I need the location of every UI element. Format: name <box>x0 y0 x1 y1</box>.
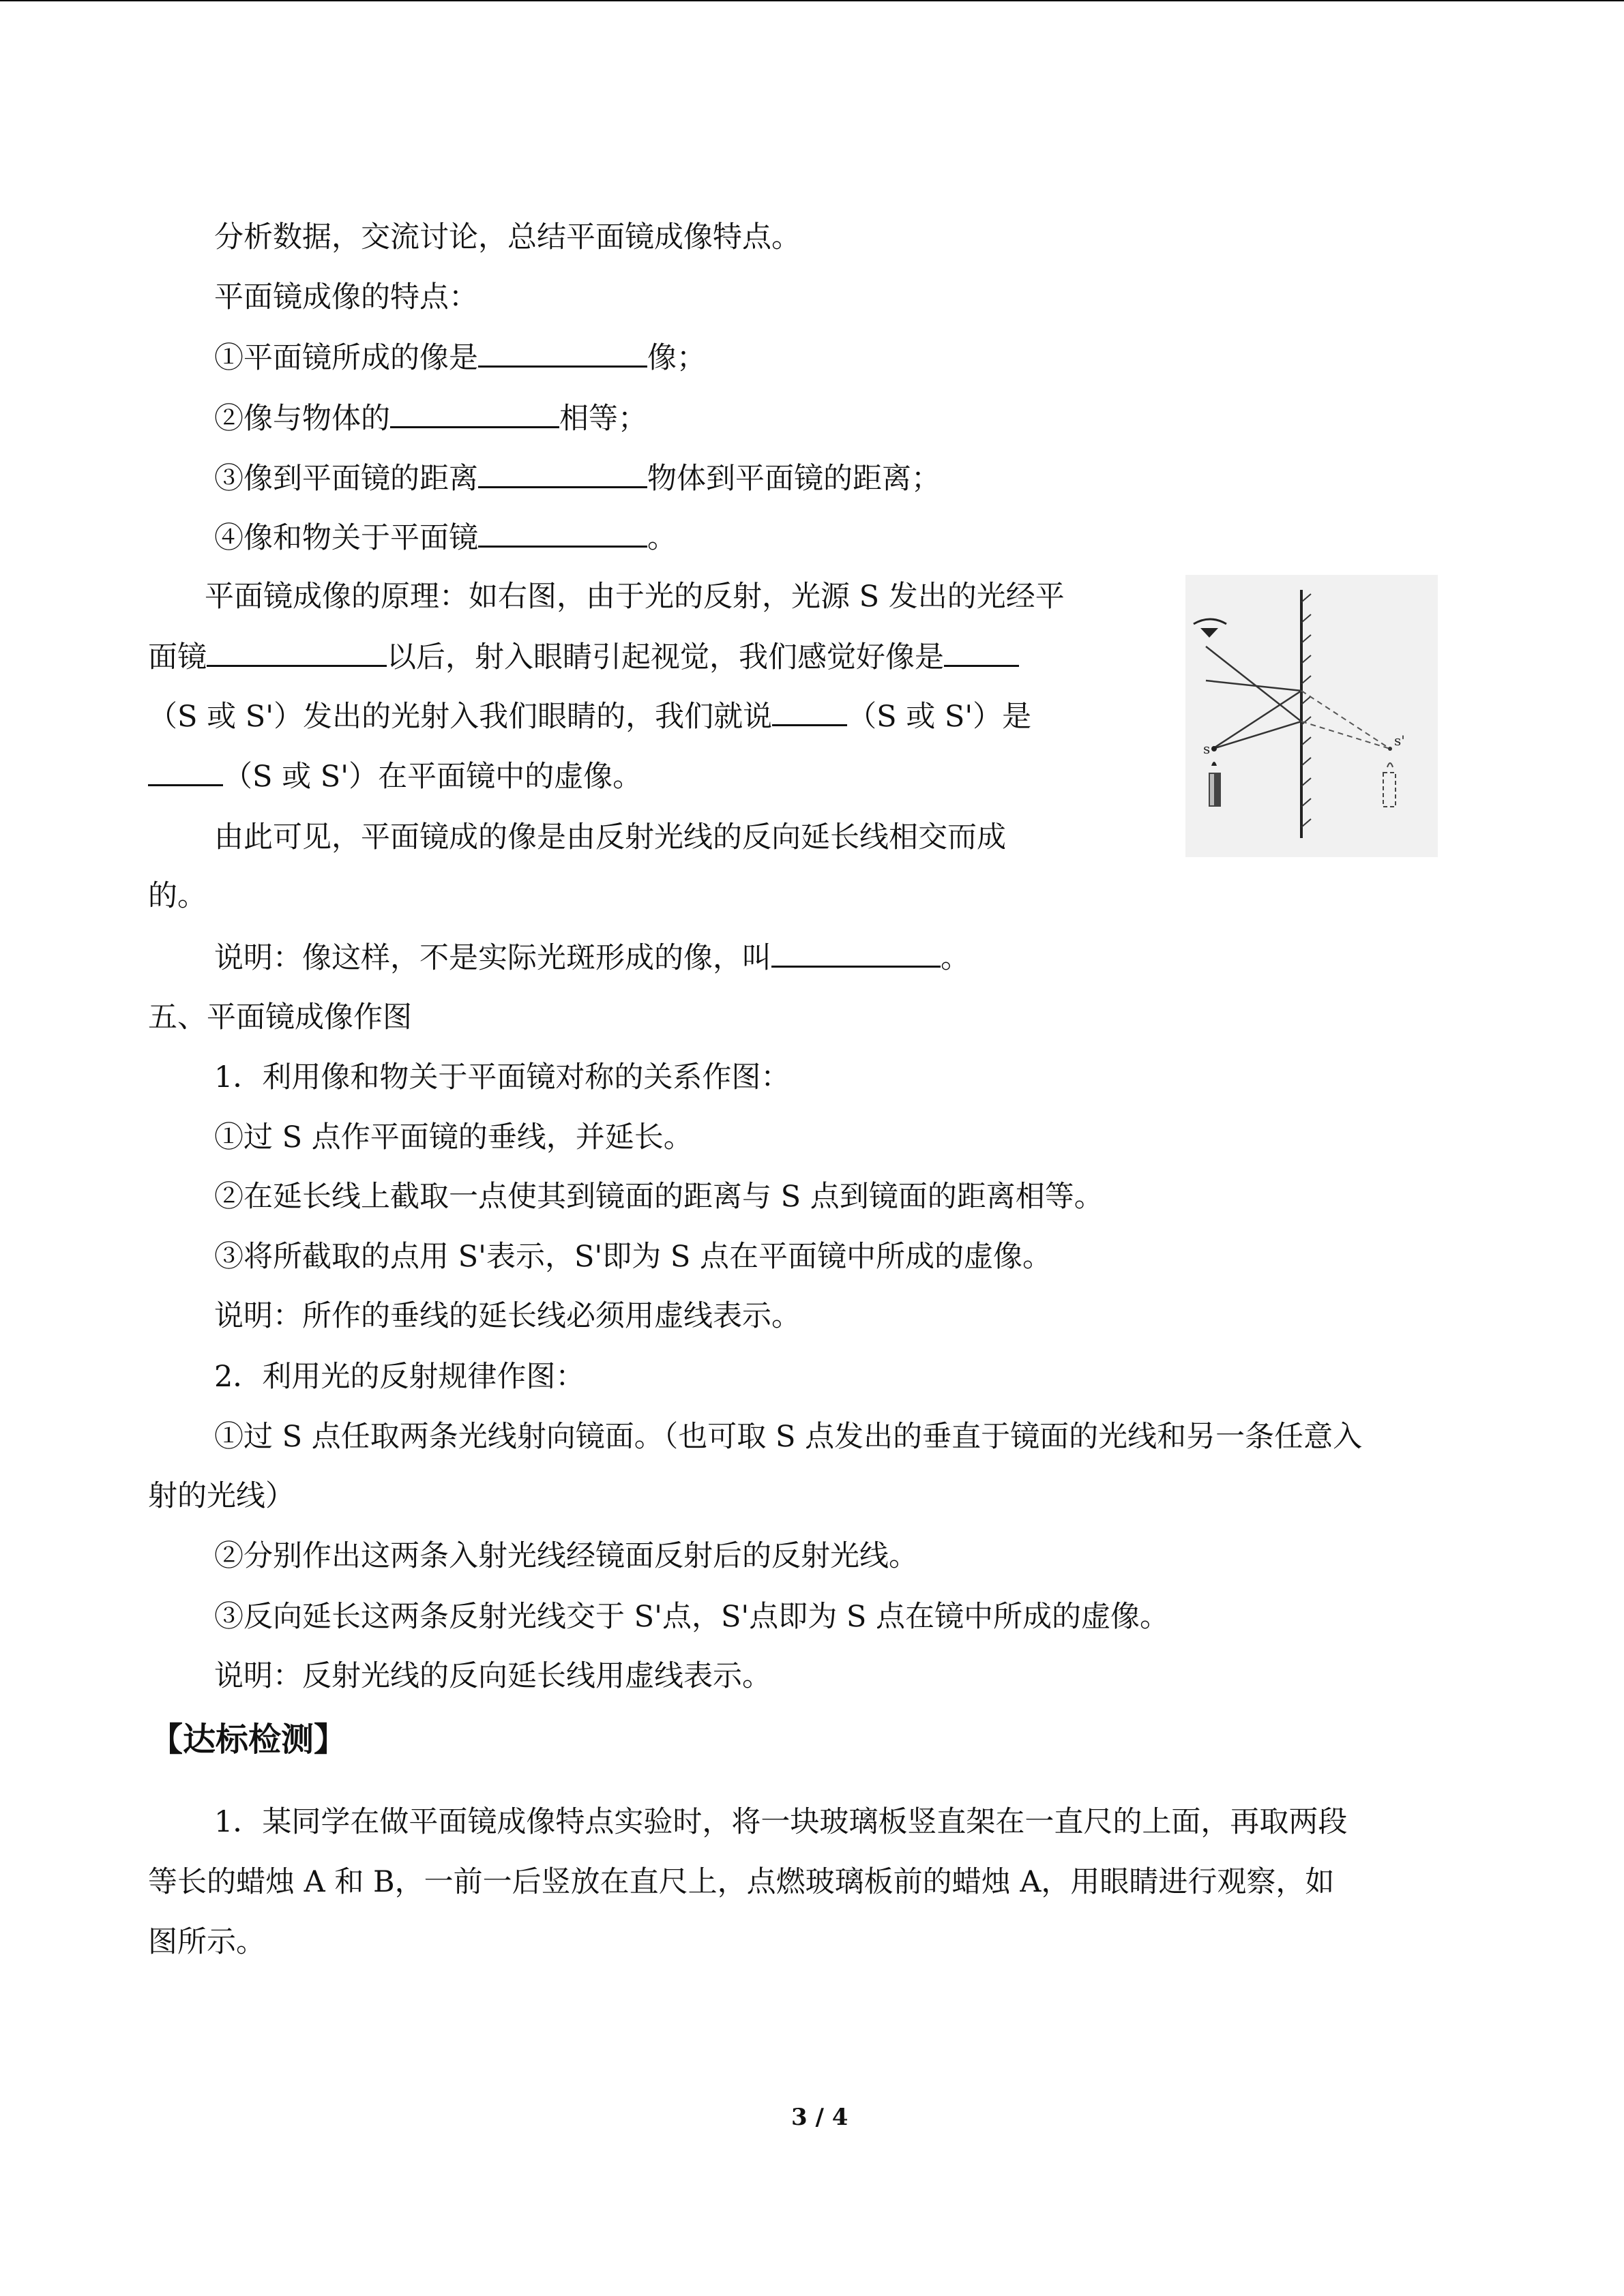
svg-text:s: s <box>1203 741 1211 757</box>
fill-line: ①平面镜所成的像是 像； <box>214 341 706 375</box>
text-line: ②分别作出这两条入射光线经镜面反射后的反射光线。 <box>214 1539 918 1573</box>
answer-blank[interactable] <box>148 760 223 786</box>
fill-line: 说明：像这样，不是实际光斑形成的像，叫 。 <box>214 941 970 975</box>
answer-blank[interactable] <box>478 462 647 488</box>
text-line: ②在延长线上截取一点使其到镜面的距离与 S 点到镜面的距离相等。 <box>214 1180 1104 1214</box>
svg-text:s': s' <box>1394 732 1405 749</box>
page-number: 3 / 4 <box>791 2104 848 2131</box>
fill-line: ④像和物关于平面镜 。 <box>214 521 677 555</box>
answer-blank[interactable] <box>771 941 941 968</box>
answer-blank[interactable] <box>944 640 1019 667</box>
fill-line: 面镜 以后，射入眼睛引起视觉，我们感觉好像是 <box>148 640 1019 675</box>
text-line: 1．利用像和物关于平面镜对称的关系作图： <box>214 1060 791 1094</box>
text-line: 分析数据，交流讨论，总结平面镜成像特点。 <box>214 220 801 254</box>
text-line: ③将所截取的点用 S'表示，S'即为 S 点在平面镜中所成的虚像。 <box>214 1240 1052 1274</box>
text-line: 由此可见，平面镜成的像是由反射光线的反向延长线相交而成 <box>214 820 1006 854</box>
text-line: ①过 S 点任取两条光线射向镜面。（也可取 S 点发出的垂直于镜面的光线和另一条任意入 <box>214 1420 1363 1454</box>
text-line: 的。 <box>148 879 207 913</box>
plane-mirror-figure <box>1185 575 1438 857</box>
question-line: 1．某同学在做平面镜成像特点实验时，将一块玻璃板竖直架在一直尺的上面，再取两段 <box>214 1805 1348 1839</box>
section-heading: 五、平面镜成像作图 <box>148 1000 412 1034</box>
text-line: 射的光线） <box>148 1479 295 1513</box>
text-line: ③反向延长这两条反射光线交于 S'点，S'点即为 S 点在镜中所成的虚像。 <box>214 1600 1170 1634</box>
answer-blank[interactable] <box>478 521 647 548</box>
text-line: 平面镜成像的原理：如右图，由于光的反射，光源 S 发出的光经平 <box>205 580 1065 614</box>
fill-line: ③像到平面镜的距离 物体到平面镜的距离； <box>214 462 941 496</box>
text-line: ①过 S 点作平面镜的垂线，并延长。 <box>214 1120 693 1154</box>
text-line: 说明：反射光线的反向延长线用虚线表示。 <box>214 1659 771 1693</box>
answer-blank[interactable] <box>772 700 847 726</box>
fill-line: （S 或 S'）发出的光射入我们眼睛的，我们就说 （S 或 S'）是 <box>148 700 1032 734</box>
fill-line: ②像与物体的 相等； <box>214 402 647 436</box>
text-line: 说明：所作的垂线的延长线必须用虚线表示。 <box>214 1299 801 1333</box>
fill-line: （S 或 S'）在平面镜中的虚像。 <box>148 759 642 794</box>
question-line: 图所示。 <box>148 1925 265 1959</box>
answer-blank[interactable] <box>207 640 387 667</box>
section-title: 【达标检测】 <box>150 1720 347 1759</box>
answer-blank[interactable] <box>390 402 559 428</box>
text-line: 2．利用光的反射规律作图： <box>214 1360 585 1394</box>
question-line: 等长的蜡烛 A 和 B，一前一后竖放在直尺上，点燃玻璃板前的蜡烛 A，用眼睛进行观察，如 <box>148 1865 1335 1899</box>
top-rule <box>0 0 1624 1</box>
text-line: 平面镜成像的特点： <box>214 280 478 314</box>
answer-blank[interactable] <box>478 341 647 368</box>
